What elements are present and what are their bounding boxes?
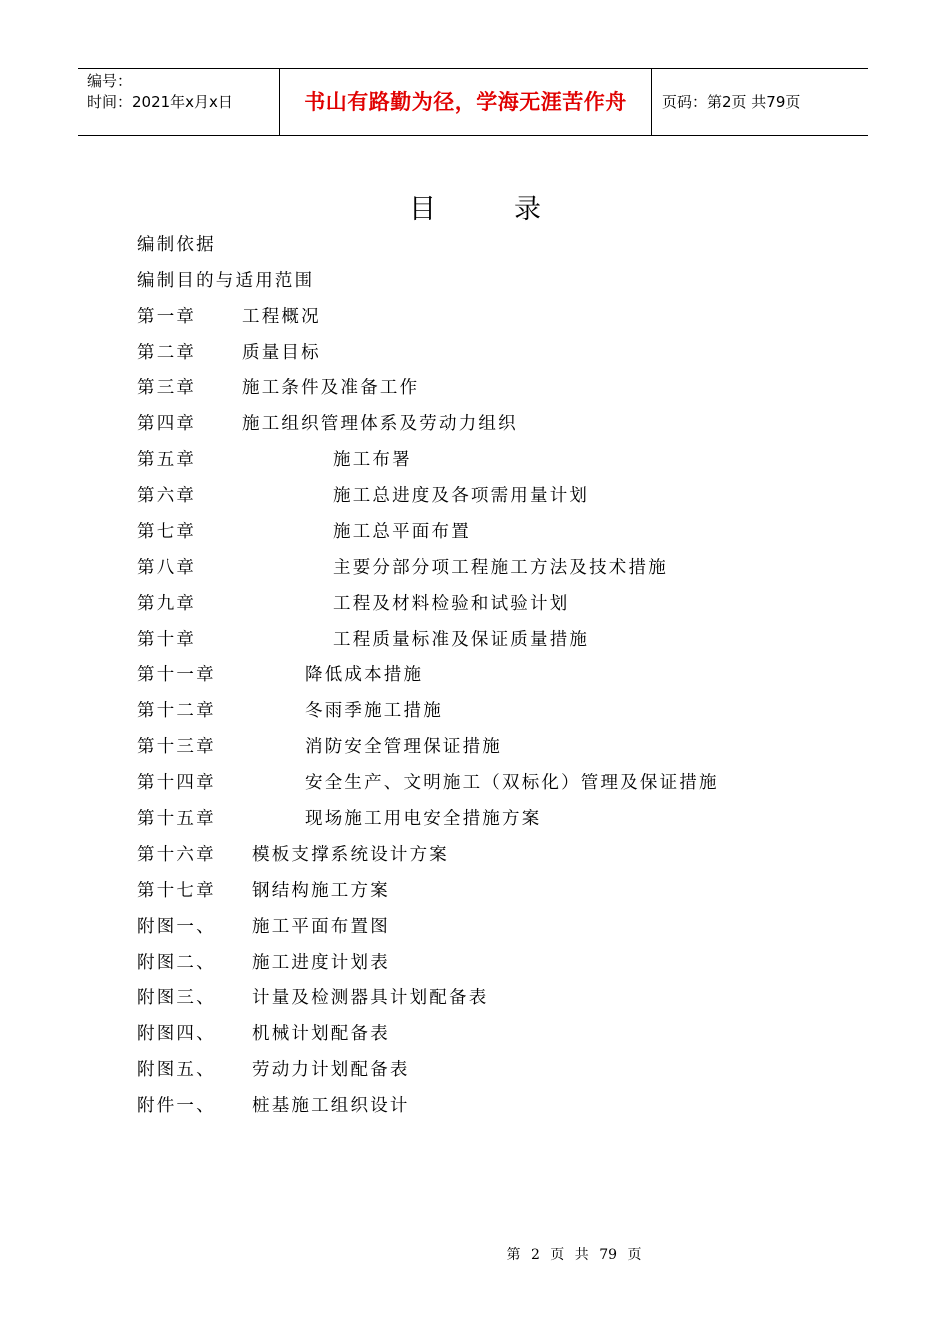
toc-chapter-title: 钢结构施工方案 bbox=[252, 881, 390, 901]
toc-chapter-number: 附图四、 bbox=[137, 1024, 216, 1044]
toc-chapter-number: 第一章 bbox=[137, 307, 197, 327]
toc-chapter-number: 第十五章 bbox=[137, 809, 216, 829]
toc-chapter-title: 安全生产、文明施工（双标化）管理及保证措施 bbox=[305, 773, 719, 793]
toc-chapter-number: 第四章 bbox=[137, 414, 197, 434]
toc-chapter-title: 冬雨季施工措施 bbox=[305, 701, 443, 721]
document-number-label: 编号： bbox=[87, 72, 133, 90]
toc-chapter-title: 质量目标 bbox=[242, 343, 321, 363]
toc-chapter-title: 施工总进度及各项需用量计划 bbox=[333, 486, 590, 506]
toc-chapter-number: 第十四章 bbox=[137, 773, 216, 793]
toc-chapter-title: 施工平面布置图 bbox=[252, 917, 390, 937]
header-motto: 书山有路勤为径，学海无涯苦作舟 bbox=[280, 69, 652, 135]
toc-chapter-number: 第七章 bbox=[137, 522, 197, 542]
toc-chapter-number: 附图五、 bbox=[137, 1060, 216, 1080]
toc-chapter-title: 施工组织管理体系及劳动力组织 bbox=[242, 414, 518, 434]
toc-title-char-1: 目 bbox=[409, 194, 436, 225]
toc-chapter-number: 第十一章 bbox=[137, 665, 216, 685]
toc-chapter-title: 工程及材料检验和试验计划 bbox=[333, 594, 570, 614]
toc-chapter-number: 第十六章 bbox=[137, 845, 216, 865]
toc-chapter-number: 第三章 bbox=[137, 378, 197, 398]
toc-chapter-title: 现场施工用电安全措施方案 bbox=[305, 809, 542, 829]
toc-chapter-title: 劳动力计划配备表 bbox=[252, 1060, 410, 1080]
toc-chapter-title: 施工总平面布置 bbox=[333, 522, 471, 542]
toc-chapter-number: 第十章 bbox=[137, 630, 197, 650]
toc-chapter-number: 第六章 bbox=[137, 486, 197, 506]
toc-chapter-number: 附图二、 bbox=[137, 953, 216, 973]
document-date: 时间：2021年x月x日 bbox=[87, 93, 233, 111]
toc-chapter-number: 第十三章 bbox=[137, 737, 216, 757]
toc-title bbox=[0, 192, 950, 228]
toc-chapter-title: 主要分部分项工程施工方法及技术措施 bbox=[333, 558, 668, 578]
toc-chapter-number: 第十七章 bbox=[137, 881, 216, 901]
toc-chapter-number: 第八章 bbox=[137, 558, 197, 578]
toc-chapter-title: 降低成本措施 bbox=[305, 665, 424, 685]
page-header bbox=[78, 68, 868, 136]
toc-chapter-title: 施工进度计划表 bbox=[252, 953, 390, 973]
toc-chapter-title: 桩基施工组织设计 bbox=[252, 1096, 410, 1116]
toc-chapter-number: 附图三、 bbox=[137, 988, 216, 1008]
toc-chapter-title: 消防安全管理保证措施 bbox=[305, 737, 502, 757]
toc-chapter-title: 工程概况 bbox=[242, 307, 321, 327]
toc-chapter-number: 附图一、 bbox=[137, 917, 216, 937]
toc-chapter-number: 第九章 bbox=[137, 594, 197, 614]
toc-chapter-title: 工程质量标准及保证质量措施 bbox=[333, 630, 590, 650]
toc-chapter-number: 第二章 bbox=[137, 343, 197, 363]
toc-chapter-title: 模板支撑系统设计方案 bbox=[252, 845, 449, 865]
toc-item-label: 编制目的与适用范围 bbox=[137, 271, 315, 291]
toc-chapter-number: 第十二章 bbox=[137, 701, 216, 721]
toc-title-char-2: 录 bbox=[514, 194, 541, 225]
header-meta-cell bbox=[78, 69, 280, 135]
toc-chapter-title: 施工条件及准备工作 bbox=[242, 378, 420, 398]
toc-chapter-title: 计量及检测器具计划配备表 bbox=[252, 988, 489, 1008]
toc-item-label: 编制依据 bbox=[137, 235, 216, 255]
page-footer: 第 2 页 共 79 页 bbox=[506, 1247, 642, 1263]
toc-chapter-title: 施工布署 bbox=[333, 450, 412, 470]
header-page-info: 页码：第2页 共79页 bbox=[662, 93, 801, 111]
toc-chapter-number: 附件一、 bbox=[137, 1096, 216, 1116]
toc-chapter-number: 第五章 bbox=[137, 450, 197, 470]
toc-chapter-title: 机械计划配备表 bbox=[252, 1024, 390, 1044]
